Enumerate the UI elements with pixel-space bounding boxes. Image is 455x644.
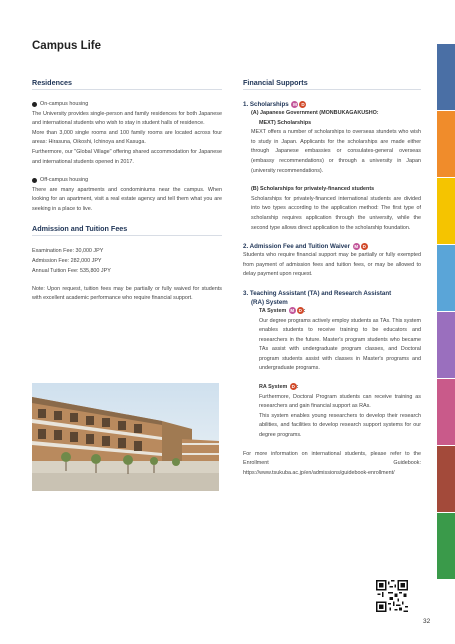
doctoral-badge: D (291, 384, 295, 390)
residences-heading: Residences (32, 78, 222, 90)
ra-text-1: Furthermore, Doctoral Program students can receive training as researchers and gain financial support as RAs. (259, 393, 421, 410)
waiver-text: Students who require financial support may be partially or fully exempted from payment of admission fees and tuition fees, or may be allowed to delay payment upon request. (243, 252, 421, 278)
mext-title-1: (A) Japanese Government (MONBUKAGAKUSHO: (251, 110, 379, 116)
admission-heading: Admission and Tuition Fees (32, 224, 222, 236)
global-village-text: Furthermore, our "Global Village" offering shared accommodation for Japanese and international students opened in 2017. (32, 148, 222, 165)
rooms-text: More than 3,000 single rooms and 100 family rooms are located across four areas: Hirasuna, Oikoshi, Ichinoya and Kasuga. (32, 129, 222, 146)
doctoral-badge: D (298, 307, 302, 313)
exam-fee: Examination Fee: 30,000 JPY (32, 247, 104, 254)
ta-ra-title-1: 3. Teaching Assistant (TA) and Research Assistant (243, 289, 392, 297)
ra-system-label: RA System (259, 384, 288, 391)
scholarships-title (243, 100, 421, 109)
ta-ra-title-2: (RA) System (251, 298, 288, 306)
side-tab-8[interactable] (437, 513, 455, 579)
admission-fee: Admission Fee: 282,000 JPY (32, 257, 102, 264)
on-campus-text: The University provides single-person and family residences for both Japanese and international students who wish to stay in student halls of residence. (32, 110, 222, 127)
ta-colon: : (303, 307, 306, 314)
doctoral-badge: D (301, 101, 305, 107)
side-tab-5[interactable] (437, 312, 455, 378)
master-badge: M (293, 101, 297, 107)
more-info-text: For more information on international students, please refer to the Enrollment Guidebook: https://www.tsukuba.ac.jp/en/admissions/guidebook-enrollment/ (243, 450, 421, 476)
financial-heading: Financial Supports (243, 78, 421, 90)
side-tab-6[interactable] (437, 379, 455, 445)
private-scholarship-text: Scholarships for privately-financed international students are divided into two types according to the application method: The first type of scholarship requires application through the university, while the second type allows direct application to the scholarship foundation. (251, 195, 421, 231)
ta-system-label: TA System (259, 307, 287, 314)
off-campus-label-row (32, 176, 222, 186)
side-tab-7[interactable] (437, 446, 455, 512)
mext-text: MEXT offers a number of scholarships to overseas stundets who wish to study in Japan. Applicants for the scholarships are made either through Japanese embassies or consulates-general overseas (embassy recommendations) or through a university in Japan (university recommendations). (251, 129, 421, 174)
ta-text: Our degree programs actively employ students as TAs. This system enables students to receive training to be educators and researchers in the future. Master's program students who became TAs assist with undergraduate program classes, and Doctoral program students assist with classes in Master's programs and undergraduate programs. (259, 317, 421, 372)
off-campus-label: Off-campus housing (40, 177, 89, 184)
page-number: 32 (423, 618, 431, 625)
private-scholarship-title: (B) Scholarships for privately-financed students (251, 186, 375, 193)
master-badge: M (290, 307, 295, 313)
qr-code-icon[interactable] (376, 580, 408, 612)
mext-title-2: MEXT) Scholarships (259, 119, 312, 126)
tuition-fee: Annual Tuition Fee: 535,800 JPY (32, 267, 111, 274)
on-campus-label-row (32, 100, 222, 110)
scholarships-title-text: 1. Scholarships (243, 101, 289, 108)
side-tab-4[interactable] (437, 245, 455, 311)
tuition-note: Note: Upon request, tuition fees may be partially or fully waived for students with excellent academic performance who require financial support. (32, 285, 222, 302)
side-tabs (437, 44, 455, 580)
on-campus-label: On-campus housing (40, 101, 89, 107)
right-column (243, 78, 421, 478)
residence-photo (32, 383, 219, 491)
ra-colon: : (296, 384, 299, 391)
ra-system-label-row (259, 383, 421, 393)
doctoral-badge: D (362, 243, 366, 249)
side-tab-1[interactable] (437, 44, 455, 110)
ra-text-2: This system enables young researchers to develop their research abilities, and facilities to develop research support systems for our degree programs. (259, 412, 421, 439)
side-tab-3[interactable] (437, 178, 455, 244)
left-column (32, 78, 222, 304)
side-tab-2[interactable] (437, 111, 455, 177)
waiver-title (243, 242, 421, 251)
page-title: Campus Life (32, 40, 102, 52)
bullet-dot-icon (32, 102, 37, 107)
master-badge: M (354, 243, 359, 249)
bullet-dot-icon (32, 178, 37, 183)
ta-system-label-row (259, 307, 421, 317)
waiver-title-text: 2. Admission Fee and Tuition Waiver (243, 243, 351, 251)
off-campus-text: There are many apartments and condominiums near the campus. When looking for an apartment, visit a real estate agency and tell them what you are seeking in a place to live. (32, 186, 222, 212)
